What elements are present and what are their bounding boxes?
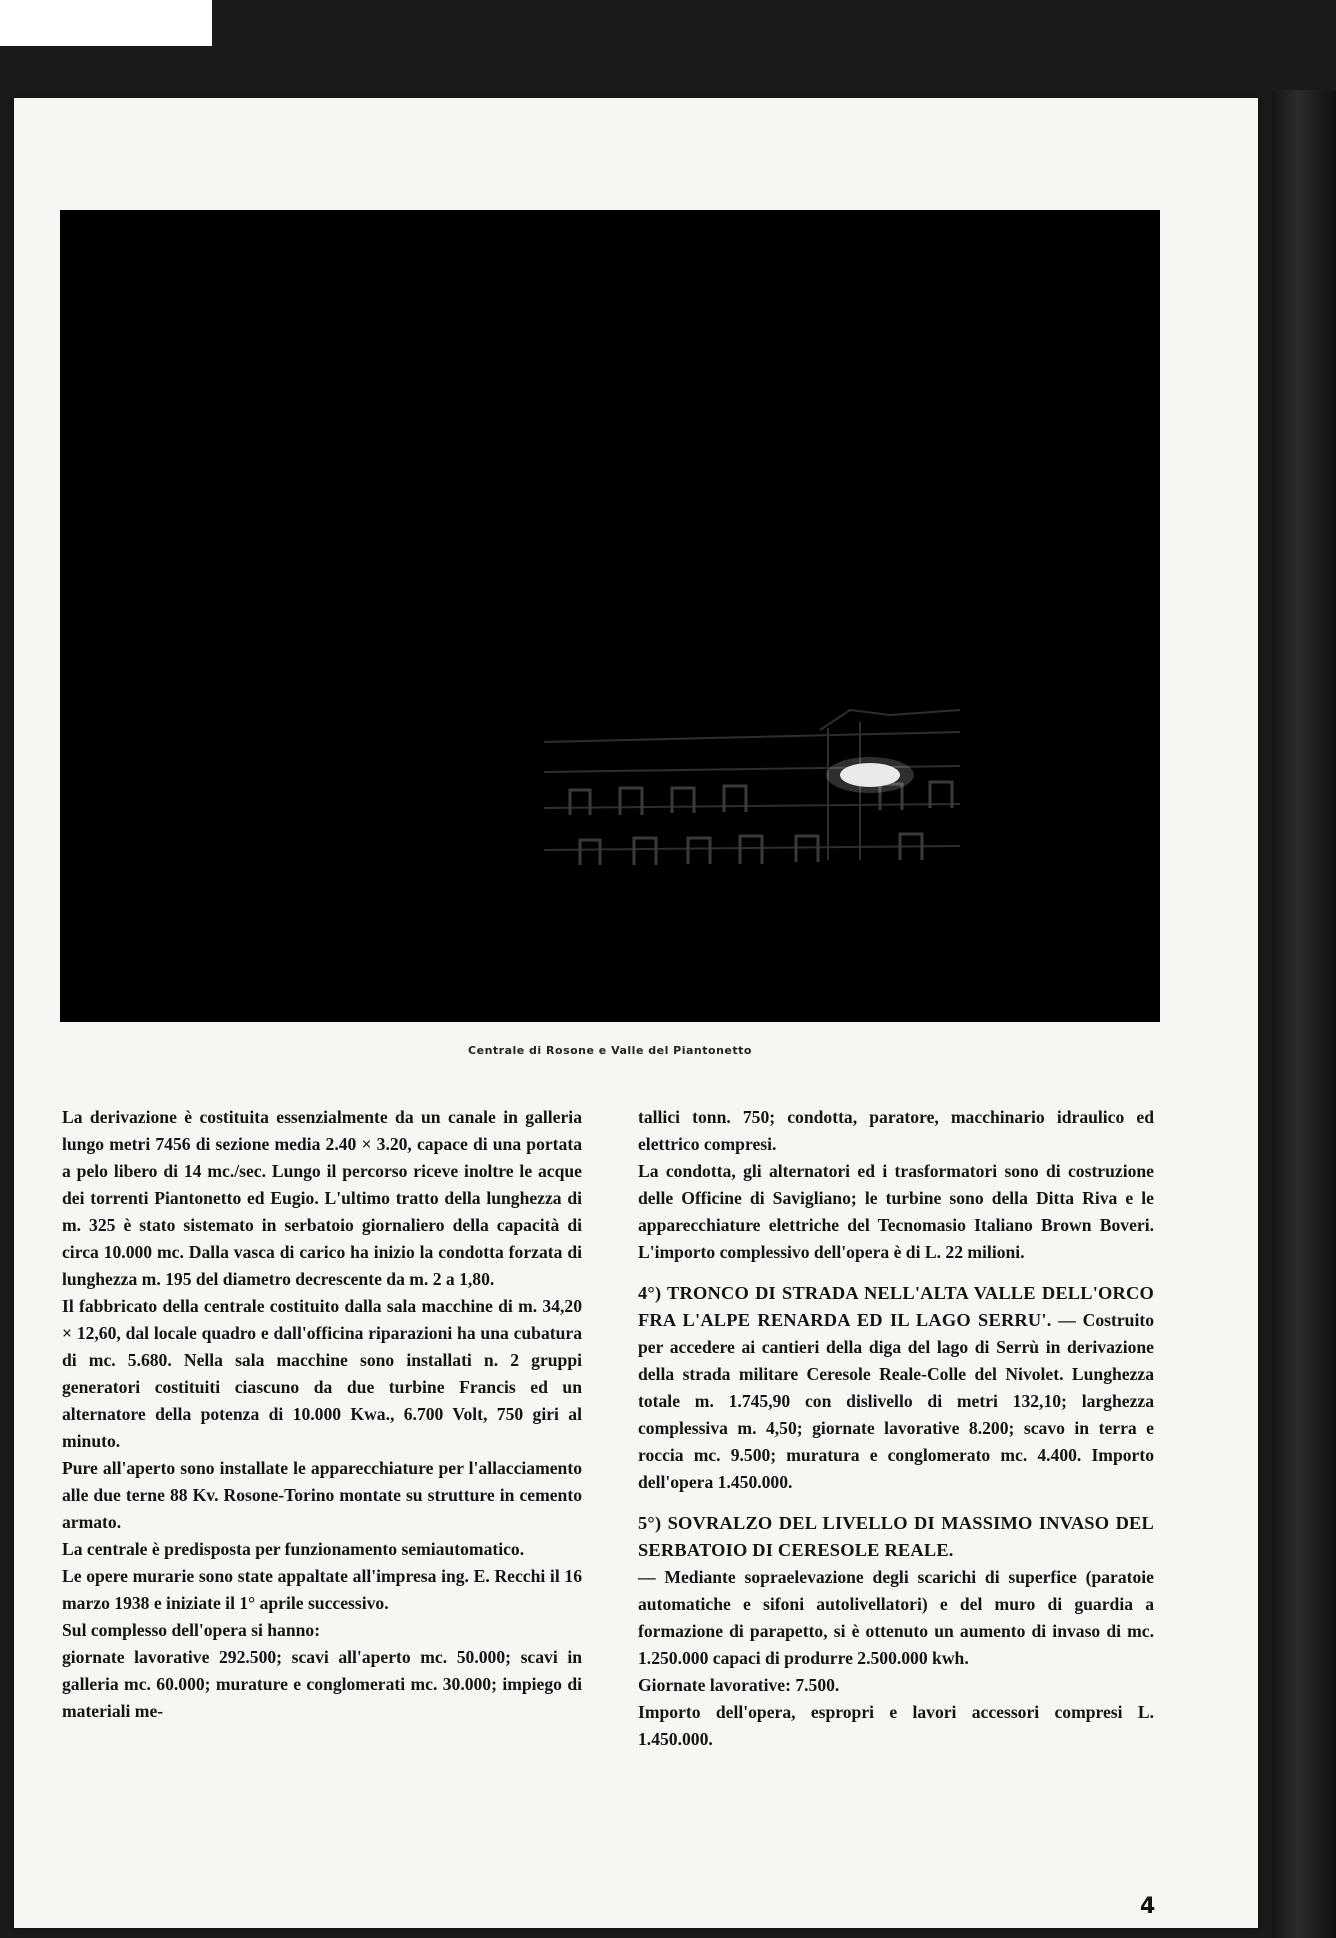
paragraph: La derivazione è costituita essenzialmente da un canale in galleria lungo metri 7456 di sezione media 2.40 × 3.20, capace di una portata a pelo libero di 14 mc./sec. Lungo il percorso riceve inoltre le acque dei torrenti Piantonetto ed Eugio. L'ultimo tratto della lunghezza di m. 325 è stato sistemato in serbatoio giornaliero della capacità di circa 10.000 mc. Dalla vasca di carico ha inizio la condotta forzata di lunghezza m. 195 del diametro decrescente da m. 2 a 1,80.	[62, 1107, 582, 1289]
section-heading: 4°) TRONCO DI STRADA NELL'ALTA VALLE DELL'ORCO FRA L'ALPE RENARDA ED IL LAGO SERRU'.	[638, 1283, 1154, 1330]
scan-margin-tab	[0, 0, 212, 46]
section-body: — Costruito per accedere ai cantieri della diga del lago di Serrù in derivazione della strada militare Ceresole Reale-Colle del Nivolet. Lunghezza totale m. 1.745,90 con dislivello di metri 132,10; larghezza complessiva m. 4,50; giornate lavorative 8.200; scavo in terra e roccia mc. 9.500; muratura e conglomerato mc. 4.400. Importo dell'opera 1.450.000.	[638, 1310, 1154, 1492]
left-text-column	[62, 1104, 582, 1725]
section-4	[638, 1280, 1154, 1496]
right-text-column	[638, 1104, 1154, 1753]
paragraph: La condotta, gli alternatori ed i trasformatori sono di costruzione delle Officine di Savigliano; le turbine sono della Ditta Riva e le apparecchiature elettriche del Tecnomasio Italiano Brown Boveri. L'importo complessivo dell'opera è di L. 22 milioni.	[638, 1161, 1154, 1262]
paragraph: Il fabbricato della centrale costituito dalla sala macchine di m. 34,20 × 12,60, dal locale quadro e dall'officina riparazioni ha una cubatura di mc. 5.680. Nella sala macchine sono installati n. 2 gruppi generatori costituiti ciascuno da due turbine Francis ed un alternatore della potenza di 10.000 Kwa., 6.700 Volt, 750 giri al minuto.	[62, 1296, 582, 1451]
paragraph: giornate lavorative 292.500; scavi all'aperto mc. 50.000; scavi in galleria mc. 60.000; murature e conglomerati mc. 30.000; impiego di materiali me-	[62, 1647, 582, 1721]
paragraph: Importo dell'opera, espropri e lavori accessori compresi L. 1.450.000.	[638, 1702, 1154, 1749]
section-heading: 5°) SOVRALZO DEL LIVELLO DI MASSIMO INVASO DEL SERBATOIO DI CERESOLE REALE.	[638, 1513, 1154, 1560]
paragraph: La centrale è predisposta per funzionamento semiautomatico.	[62, 1539, 525, 1559]
paragraph: Le opere murarie sono state appaltate all'impresa ing. E. Recchi il 16 marzo 1938 e iniziate il 1° aprile successivo.	[62, 1566, 582, 1613]
paragraph: tallici tonn. 750; condotta, paratore, macchinario idraulico ed elettrico compresi.	[638, 1107, 1154, 1154]
paragraph: Pure all'aperto sono installate le apparecchiature per l'allacciamento alle due terne 88 Kv. Rosone-Torino montate su strutture in cemento armato.	[62, 1458, 582, 1532]
paragraph: Giornate lavorative: 7.500.	[638, 1675, 840, 1695]
scan-binding-edge	[1272, 90, 1336, 1938]
paragraph: — Mediante sopraelevazione degli scarichi di superfice (paratoie automatiche e sifoni autolivellatori) e del muro di guardia a formazione di parapetto, si è ottenuto un aumento di invaso di mc. 1.250.000 capaci di produrre 2.500.000 kwh.	[638, 1567, 1154, 1668]
section-5-heading	[638, 1510, 1154, 1564]
paragraph: Sul complesso dell'opera si hanno:	[62, 1620, 321, 1640]
photo-caption: Centrale di Rosone e Valle del Piantonetto	[468, 1044, 752, 1057]
power-station-night-image	[60, 210, 1160, 1022]
document-page	[14, 98, 1258, 1928]
power-station-photo	[60, 210, 1160, 1022]
page-number: 4	[1140, 1894, 1156, 1919]
